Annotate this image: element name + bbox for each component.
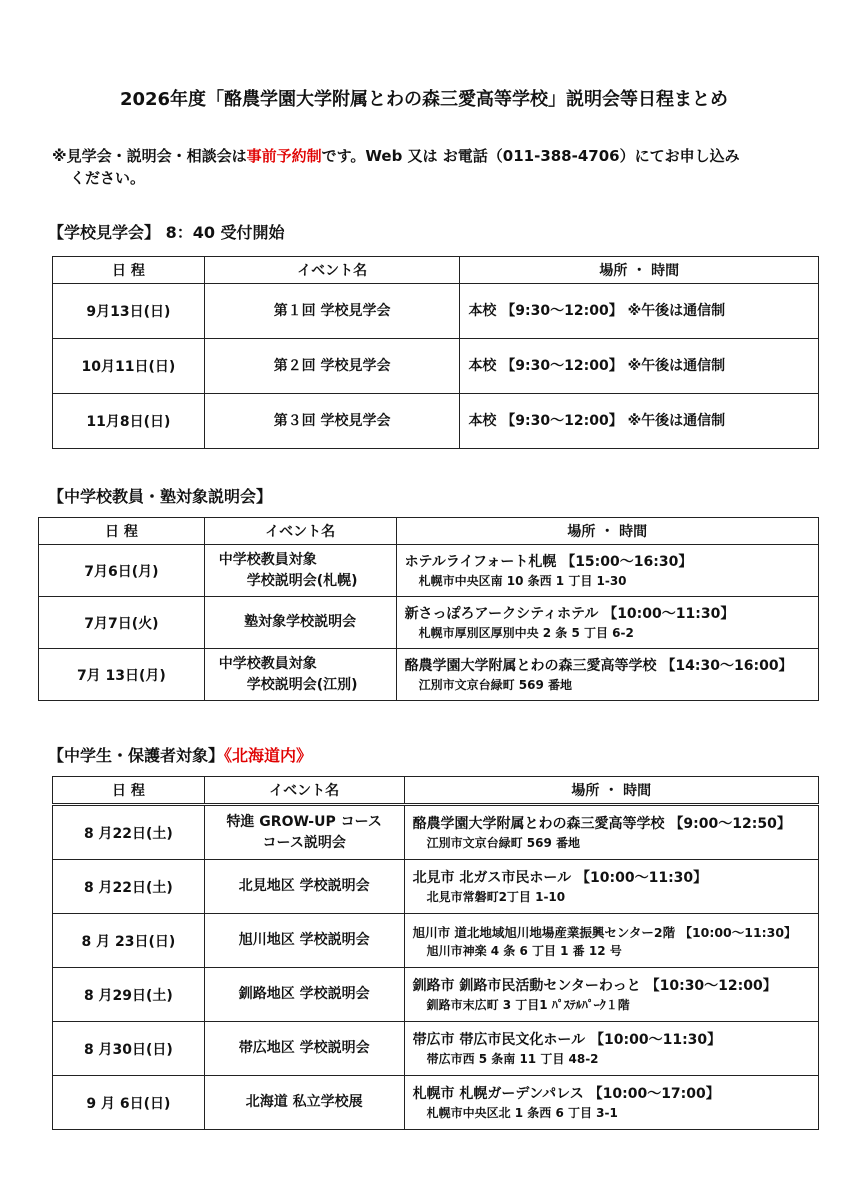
event-line1: 特進 GROW-UP コース [226,813,382,830]
reservation-notice [52,145,812,189]
row-date: 10月11日(日) [53,339,205,394]
row-event: 第３回 学校見学会 [204,394,460,449]
place-name: 帯広市 帯広市民文化ホール 【10:00～11:30】 [412,1031,722,1048]
row-place: 本校 【9:30～12:00】 ※午後は通信制 [460,339,819,394]
table-header-row [39,518,819,545]
row-place [404,1076,818,1130]
place-name: 釧路市 釧路市民活動センターわっと 【10:30～12:00】 [412,977,777,994]
row-date: 7月7日(火) [39,597,205,649]
row-date: 8 月30日(日) [53,1022,205,1076]
place-address: 釧路市末広町 3 丁目1 ﾊﾟｽﾃﾙﾊﾟｰｸ１階 [426,997,630,1012]
header-event: イベント名 [204,257,460,284]
event-line2: 学校説明会(札幌) [246,572,358,589]
notice-highlight: 事前予約制 [246,147,322,165]
table-row [53,394,819,449]
row-event: 帯広地区 学校説明会 [204,1022,404,1076]
header-place: 場所 ・ 時間 [404,777,818,805]
place-name: ホテルライフォート札幌 【15:00～16:30】 [404,553,693,570]
table-header-row [53,777,819,805]
event-line2: コース説明会 [262,834,346,851]
page-title: 2026年度「酪農学園大学附属とわの森三愛高等学校」説明会等日程まとめ [119,89,729,110]
table-row [53,1076,819,1130]
place-address: 札幌市中央区南 10 条西 1 丁目 1-30 [418,573,627,588]
row-date: 9 月 6日(日) [53,1076,205,1130]
row-event: 旭川地区 学校説明会 [204,914,404,968]
header-date: 日 程 [53,777,205,805]
notice-suffix: です。Web 又は お電話（011-388-4706）にてお申し込み [321,147,740,165]
row-event: 第２回 学校見学会 [204,339,460,394]
row-place: 本校 【9:30～12:00】 ※午後は通信制 [460,284,819,339]
header-place: 場所 ・ 時間 [460,257,819,284]
table-row [39,545,819,597]
row-date: 8 月22日(土) [53,860,205,914]
table-row [53,284,819,339]
header-date: 日 程 [39,518,205,545]
section3-heading [48,743,312,766]
row-date: 8 月29日(土) [53,968,205,1022]
student-parent-table [52,776,819,1130]
table-row [53,805,819,860]
row-place [396,545,818,597]
row-place [404,1022,818,1076]
place-name: 旭川市 道北地域旭川地場産業振興センター2階 【10:00～11:30】 [412,924,797,940]
place-name: 新さっぽろアークシティホテル 【10:00～11:30】 [404,605,735,622]
row-event [204,649,396,701]
notice-prefix: ※見学会・説明会・相談会は [52,147,247,165]
table-row [39,597,819,649]
section2-heading: 【中学校教員・塾対象説明会】 [48,487,273,506]
section3-heading-highlight: 《北海道内》 [224,746,313,765]
section3-heading-prefix: 【中学生・保護者対象】 [48,746,225,765]
row-event: 北海道 私立学校展 [204,1076,404,1130]
header-place: 場所 ・ 時間 [396,518,818,545]
place-name: 北見市 北ガス市民ホール 【10:00～11:30】 [412,869,708,886]
place-address: 札幌市中央区北 1 条西 6 丁目 3-1 [426,1105,618,1120]
header-date: 日 程 [53,257,205,284]
place-address: 札幌市厚別区厚別中央 2 条 5 丁目 6-2 [418,625,634,640]
row-date: 9月13日(日) [53,284,205,339]
row-event: 塾対象学校説明会 [204,597,396,649]
table-row [53,1022,819,1076]
event-line1: 中学校教員対象 [218,655,317,672]
place-name: 酪農学園大学附属とわの森三愛高等学校 【9:00～12:50】 [412,815,791,832]
row-date: 7月6日(月) [39,545,205,597]
table-row [53,860,819,914]
table-row [53,914,819,968]
section1-heading: 【学校見学会】 8：40 受付開始 [48,223,285,242]
notice-line2: ください。 [70,169,146,187]
row-date: 8 月22日(土) [53,805,205,860]
place-name: 札幌市 札幌ガーデンパレス 【10:00～17:00】 [412,1085,720,1102]
teacher-cram-school-table [38,517,819,701]
place-address: 江別市文京台緑町 569 番地 [418,677,572,692]
event-line2: 学校説明会(江別) [246,676,358,693]
table-header-row [53,257,819,284]
place-address: 江別市文京台緑町 569 番地 [426,835,580,850]
row-date: 7月 13日(月) [39,649,205,701]
row-event: 釧路地区 学校説明会 [204,968,404,1022]
row-place [396,597,818,649]
header-event: イベント名 [204,518,396,545]
place-name: 酪農学園大学附属とわの森三愛高等学校 【14:30～16:00】 [404,657,793,674]
row-date: 11月8日(日) [53,394,205,449]
place-address: 旭川市神楽 4 条 6 丁目 1 番 12 号 [426,943,622,958]
place-address: 北見市常磐町2丁目 1-10 [426,889,566,904]
row-event [204,545,396,597]
table-row [53,968,819,1022]
school-tour-table [52,256,819,449]
table-row [39,649,819,701]
row-event [204,805,404,860]
header-event: イベント名 [204,777,404,805]
row-place [404,914,818,968]
table-row [53,339,819,394]
row-place [396,649,818,701]
row-place [404,860,818,914]
row-place [404,968,818,1022]
event-line1: 中学校教員対象 [218,551,317,568]
place-address: 帯広市西 5 条南 11 丁目 48-2 [426,1051,599,1066]
row-event: 北見地区 学校説明会 [204,860,404,914]
row-place: 本校 【9:30～12:00】 ※午後は通信制 [460,394,819,449]
row-event: 第１回 学校見学会 [204,284,460,339]
row-date: 8 月 23日(日) [53,914,205,968]
row-place [404,805,818,860]
